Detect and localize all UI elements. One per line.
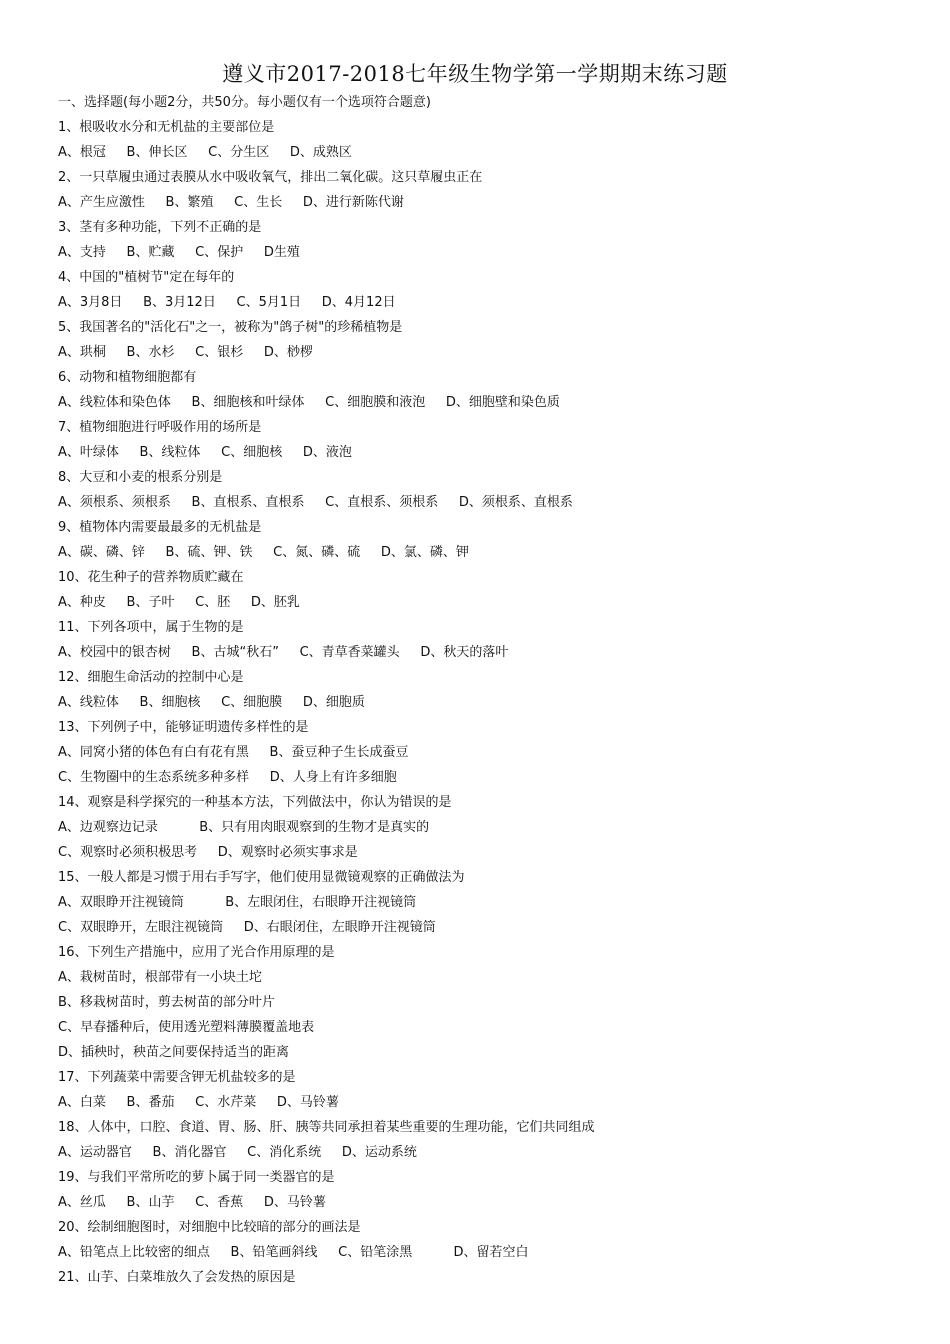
question-text: 14、观察是科学探究的一种基本方法，下列做法中，你认为错误的是 [58,795,452,810]
question-text: 15、一般人都是习惯于用右手写字，他们使用显微镜观察的正确做法为 [58,870,465,885]
answer-options: A、栽树苗时，根部带有一小块土坨 [58,970,262,985]
question-text: 1、根吸收水分和无机盐的主要部位是 [58,120,275,135]
question-text: 20、绘制细胞图时，对细胞中比较暗的部分的画法是 [58,1220,361,1235]
answer-options: A、校园中的银杏树 B、古城“秋石” C、青草香菜罐头 D、秋天的落叶 [58,645,509,660]
answer-options: A、根冠 B、伸长区 C、分生区 D、成熟区 [58,145,352,160]
question-text: 19、与我们平常所吃的萝卜属于同一类器官的是 [58,1170,335,1185]
question-list [58,115,910,1290]
question-text: 2、一只草履虫通过表膜从水中吸收氧气，排出二氧化碳。这只草履虫正在 [58,170,483,185]
question-text: 5、我国著名的"活化石"之一，被称为"鸽子树"的珍稀植物是 [58,320,403,335]
question-text: 9、植物体内需要最最多的无机盐是 [58,520,262,535]
question-text: 12、细胞生命活动的控制中心是 [58,670,244,685]
question-text: 6、动物和植物细胞都有 [58,370,197,385]
question-text: 13、下列例子中，能够证明遗传多样性的是 [58,720,309,735]
question-text: 21、山芋、白菜堆放久了会发热的原因是 [58,1270,296,1285]
question-text: 3、茎有多种功能，下列不正确的是 [58,220,262,235]
answer-options: A、种皮 B、子叶 C、胚 D、胚乳 [58,595,300,610]
answer-options: A、3月8日 B、3月12日 C、5月1日 D、4月12日 [58,295,396,310]
question-text: 8、大豆和小麦的根系分别是 [58,470,223,485]
answer-options: C、观察时必须积极思考 D、观察时必须实事求是 [58,845,358,860]
question-text: 16、下列生产措施中，应用了光合作用原理的是 [58,945,335,960]
question-text: 10、花生种子的营养物质贮藏在 [58,570,244,585]
answer-options: C、生物圈中的生态系统多种多样 D、人身上有许多细胞 [58,770,397,785]
answer-options: D、插秧时，秧苗之间要保持适当的距离 [58,1045,290,1060]
answer-options: A、碳、磷、锌 B、硫、钾、铁 C、氮、磷、硫 D、氯、磷、钾 [58,545,469,560]
question-text: 11、下列各项中，属于生物的是 [58,620,244,635]
answer-options: A、铅笔点上比较密的细点 B、铅笔画斜线 C、铅笔涂黑 D、留若空白 [58,1245,529,1260]
answer-options: A、须根系、须根系 B、直根系、直根系 C、直根系、须根系 D、须根系、直根系 [58,495,573,510]
answer-options: A、线粒体和染色体 B、细胞核和叶绿体 C、细胞膜和液泡 D、细胞壁和染色质 [58,395,560,410]
question-text: 18、人体中，口腔、食道、胃、肠、肝、胰等共同承担着某些重要的生理功能，它们共同组成 [58,1120,595,1135]
page-title: 遵义市2017-2018七年级生物学第一学期期末练习题 [222,62,728,86]
answer-options: A、线粒体 B、细胞核 C、细胞膜 D、细胞质 [58,695,365,710]
answer-options: C、双眼睁开，左眼注视镜筒 D、右眼闭住，左眼睁开注视镜筒 [58,920,436,935]
section-header: 一、选择题(每小题2分，共50分。每小题仅有一个选项符合题意) [58,95,431,110]
question-text: 17、下列蔬菜中需要含钾无机盐较多的是 [58,1070,296,1085]
answer-options: A、丝瓜 B、山芋 C、香蕉 D、马铃薯 [58,1195,326,1210]
answer-options: C、早春播种后，使用透光塑料薄膜覆盖地表 [58,1020,315,1035]
answer-options: A、双眼睁开注视镜筒 B、左眼闭住，右眼睁开注视镜筒 [58,895,417,910]
answer-options: A、边观察边记录 B、只有用肉眼观察到的生物才是真实的 [58,820,430,835]
answer-options: A、产生应激性 B、繁殖 C、生长 D、进行新陈代谢 [58,195,404,210]
question-text: 7、植物细胞进行呼吸作用的场所是 [58,420,262,435]
answer-options: A、珙桐 B、水杉 C、银杉 D、桫椤 [58,345,313,360]
answer-options: A、同窝小猪的体色有白有花有黑 B、蚕豆种子生长成蚕豆 [58,745,409,760]
question-text: 4、中国的"植树节"定在每年的 [58,270,235,285]
answer-options: B、移栽树苗时，剪去树苗的部分叶片 [58,995,275,1010]
answer-options: A、支持 B、贮藏 C、保护 D生殖 [58,245,300,260]
answer-options: A、白菜 B、番茄 C、水芹菜 D、马铃薯 [58,1095,339,1110]
answer-options: A、叶绿体 B、线粒体 C、细胞核 D、液泡 [58,445,352,460]
answer-options: A、运动器官 B、消化器官 C、消化系统 D、运动系统 [58,1145,417,1160]
